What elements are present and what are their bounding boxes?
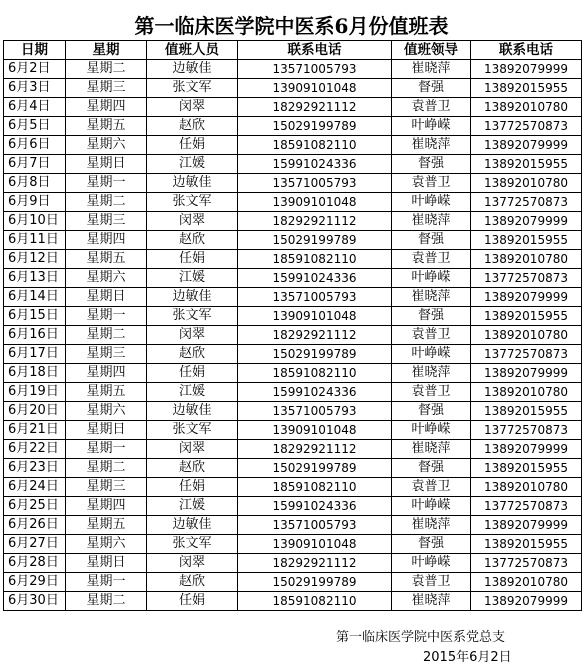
cell-weekday[interactable]: 星期日 (66, 554, 147, 573)
cell-duty-staff[interactable]: 闵翠 (147, 554, 238, 573)
cell-duty-leader[interactable]: 袁普卫 (392, 98, 471, 117)
cell-duty-staff[interactable]: 闵翠 (147, 440, 238, 459)
table-row (4, 573, 582, 592)
cell-date[interactable]: 6月13日 (4, 269, 66, 288)
cell-weekday[interactable]: 星期五 (66, 383, 147, 402)
cell-duty-leader[interactable]: 袁普卫 (392, 383, 471, 402)
cell-date[interactable]: 6月2日 (4, 60, 66, 79)
cell-leader-phone[interactable]: 13892015955 (471, 402, 582, 421)
cell-duty-staff[interactable]: 张文军 (147, 535, 238, 554)
cell-duty-leader[interactable]: 崔晓萍 (392, 364, 471, 383)
table-row (4, 554, 582, 573)
cell-weekday[interactable]: 星期日 (66, 155, 147, 174)
table-row (4, 592, 582, 611)
table-row (4, 440, 582, 459)
cell-duty-staff[interactable]: 任娟 (147, 364, 238, 383)
cell-duty-staff[interactable]: 边敏佳 (147, 288, 238, 307)
cell-date[interactable]: 6月20日 (4, 402, 66, 421)
cell-leader-phone[interactable]: 13892010780 (471, 573, 582, 592)
cell-duty-leader[interactable]: 崔晓萍 (392, 212, 471, 231)
cell-duty-leader[interactable]: 崔晓萍 (392, 440, 471, 459)
cell-weekday[interactable]: 星期二 (66, 592, 147, 611)
table-row (4, 288, 582, 307)
cell-weekday[interactable]: 星期五 (66, 250, 147, 269)
cell-duty-staff[interactable]: 赵欣 (147, 573, 238, 592)
cell-duty-leader[interactable]: 袁普卫 (392, 326, 471, 345)
cell-leader-phone[interactable]: 13892079999 (471, 60, 582, 79)
cell-date[interactable]: 6月10日 (4, 212, 66, 231)
cell-staff-phone[interactable]: 13909101048 (238, 421, 392, 440)
cell-weekday[interactable]: 星期三 (66, 478, 147, 497)
cell-weekday[interactable]: 星期二 (66, 326, 147, 345)
cell-weekday[interactable]: 星期三 (66, 212, 147, 231)
cell-duty-leader[interactable]: 崔晓萍 (392, 288, 471, 307)
table-row (4, 497, 582, 516)
cell-date[interactable]: 6月14日 (4, 288, 66, 307)
cell-duty-leader[interactable]: 叶峥嵘 (392, 117, 471, 136)
cell-duty-staff[interactable]: 张文军 (147, 79, 238, 98)
table-row (4, 345, 582, 364)
cell-staff-phone[interactable]: 18292921112 (238, 440, 392, 459)
cell-duty-staff[interactable]: 赵欣 (147, 117, 238, 136)
cell-leader-phone[interactable]: 13772570873 (471, 193, 582, 212)
cell-staff-phone[interactable]: 13571005793 (238, 174, 392, 193)
cell-leader-phone[interactable]: 13892079999 (471, 212, 582, 231)
cell-duty-leader[interactable]: 叶峥嵘 (392, 554, 471, 573)
cell-staff-phone[interactable]: 18591082110 (238, 592, 392, 611)
cell-staff-phone[interactable]: 18292921112 (238, 554, 392, 573)
cell-staff-phone[interactable]: 13909101048 (238, 79, 392, 98)
cell-staff-phone[interactable]: 18591082110 (238, 478, 392, 497)
cell-leader-phone[interactable]: 13772570873 (471, 554, 582, 573)
cell-date[interactable]: 6月7日 (4, 155, 66, 174)
table-row (4, 79, 582, 98)
cell-date[interactable]: 6月5日 (4, 117, 66, 136)
table-row (4, 326, 582, 345)
cell-weekday[interactable]: 星期六 (66, 136, 147, 155)
table-row (4, 364, 582, 383)
cell-weekday[interactable]: 星期日 (66, 421, 147, 440)
cell-staff-phone[interactable]: 15029199789 (238, 345, 392, 364)
cell-staff-phone[interactable]: 15991024336 (238, 269, 392, 288)
table-row (4, 60, 582, 79)
cell-duty-leader[interactable]: 叶峥嵘 (392, 193, 471, 212)
cell-weekday[interactable]: 星期一 (66, 573, 147, 592)
cell-weekday[interactable]: 星期六 (66, 535, 147, 554)
table-row (4, 459, 582, 478)
cell-weekday[interactable]: 星期五 (66, 117, 147, 136)
cell-duty-leader[interactable]: 袁普卫 (392, 478, 471, 497)
cell-staff-phone[interactable]: 15991024336 (238, 155, 392, 174)
cell-date[interactable]: 6月24日 (4, 478, 66, 497)
cell-date[interactable]: 6月3日 (4, 79, 66, 98)
cell-weekday[interactable]: 星期二 (66, 459, 147, 478)
table-row (4, 136, 582, 155)
table-row (4, 117, 582, 136)
cell-leader-phone[interactable]: 13892015955 (471, 459, 582, 478)
cell-duty-staff[interactable]: 闵翠 (147, 212, 238, 231)
cell-date[interactable]: 6月8日 (4, 174, 66, 193)
table-row (4, 516, 582, 535)
cell-duty-leader[interactable]: 督强 (392, 155, 471, 174)
cell-date[interactable]: 6月15日 (4, 307, 66, 326)
cell-leader-phone[interactable]: 13892015955 (471, 535, 582, 554)
cell-duty-leader[interactable]: 督强 (392, 307, 471, 326)
cell-leader-phone[interactable]: 13892010780 (471, 174, 582, 193)
header-leader-phone: 联系电话 (471, 41, 582, 60)
cell-weekday[interactable]: 星期三 (66, 345, 147, 364)
cell-duty-leader[interactable]: 崔晓萍 (392, 516, 471, 535)
cell-staff-phone[interactable]: 13571005793 (238, 516, 392, 535)
table-body (4, 60, 582, 611)
cell-duty-leader[interactable]: 叶峥嵘 (392, 269, 471, 288)
cell-staff-phone[interactable]: 13909101048 (238, 193, 392, 212)
cell-leader-phone[interactable]: 13892010780 (471, 478, 582, 497)
table-row (4, 250, 582, 269)
cell-leader-phone[interactable]: 13892079999 (471, 288, 582, 307)
cell-duty-staff[interactable]: 江媛 (147, 383, 238, 402)
cell-leader-phone[interactable]: 13892010780 (471, 383, 582, 402)
cell-duty-staff[interactable]: 张文军 (147, 421, 238, 440)
cell-leader-phone[interactable]: 13892079999 (471, 440, 582, 459)
cell-staff-phone[interactable]: 15991024336 (238, 497, 392, 516)
cell-leader-phone[interactable]: 13892015955 (471, 231, 582, 250)
cell-duty-leader[interactable]: 督强 (392, 79, 471, 98)
cell-duty-leader[interactable]: 督强 (392, 402, 471, 421)
table-row (4, 193, 582, 212)
cell-duty-leader[interactable]: 督强 (392, 535, 471, 554)
table-header-row (4, 41, 582, 60)
cell-leader-phone[interactable]: 13892015955 (471, 155, 582, 174)
cell-duty-leader[interactable]: 督强 (392, 231, 471, 250)
table-row (4, 269, 582, 288)
cell-duty-staff[interactable]: 边敏佳 (147, 174, 238, 193)
cell-weekday[interactable]: 星期一 (66, 440, 147, 459)
cell-date[interactable]: 6月17日 (4, 345, 66, 364)
cell-duty-leader[interactable]: 袁普卫 (392, 573, 471, 592)
cell-duty-staff[interactable]: 江媛 (147, 155, 238, 174)
cell-staff-phone[interactable]: 13571005793 (238, 288, 392, 307)
table-row (4, 212, 582, 231)
cell-weekday[interactable]: 星期四 (66, 497, 147, 516)
cell-duty-leader[interactable]: 叶峥嵘 (392, 345, 471, 364)
cell-duty-staff[interactable]: 任娟 (147, 478, 238, 497)
cell-weekday[interactable]: 星期二 (66, 60, 147, 79)
cell-date[interactable]: 6月25日 (4, 497, 66, 516)
cell-leader-phone[interactable]: 13892079999 (471, 364, 582, 383)
cell-date[interactable]: 6月12日 (4, 250, 66, 269)
cell-staff-phone[interactable]: 13571005793 (238, 402, 392, 421)
cell-weekday[interactable]: 星期四 (66, 98, 147, 117)
cell-staff-phone[interactable]: 15991024336 (238, 383, 392, 402)
cell-date[interactable]: 6月4日 (4, 98, 66, 117)
cell-duty-staff[interactable]: 任娟 (147, 136, 238, 155)
cell-staff-phone[interactable]: 18292921112 (238, 212, 392, 231)
cell-weekday[interactable]: 星期六 (66, 269, 147, 288)
cell-duty-leader[interactable]: 袁普卫 (392, 250, 471, 269)
table-row (4, 402, 582, 421)
cell-staff-phone[interactable]: 13909101048 (238, 535, 392, 554)
cell-date[interactable]: 6月16日 (4, 326, 66, 345)
cell-leader-phone[interactable]: 13892010780 (471, 250, 582, 269)
cell-date[interactable]: 6月19日 (4, 383, 66, 402)
cell-leader-phone[interactable]: 13892079999 (471, 136, 582, 155)
cell-date[interactable]: 6月11日 (4, 231, 66, 250)
header-duty-leader: 值班领导 (392, 41, 471, 60)
cell-staff-phone[interactable]: 15029199789 (238, 573, 392, 592)
header-staff-phone: 联系电话 (238, 41, 392, 60)
cell-staff-phone[interactable]: 13571005793 (238, 60, 392, 79)
cell-duty-leader[interactable]: 崔晓萍 (392, 136, 471, 155)
cell-duty-staff[interactable]: 赵欣 (147, 459, 238, 478)
cell-leader-phone[interactable]: 13892010780 (471, 326, 582, 345)
cell-duty-staff[interactable]: 江媛 (147, 497, 238, 516)
cell-date[interactable]: 6月28日 (4, 554, 66, 573)
cell-duty-staff[interactable]: 闵翠 (147, 98, 238, 117)
duty-roster-table (3, 40, 582, 611)
cell-duty-leader[interactable]: 叶峥嵘 (392, 421, 471, 440)
cell-staff-phone[interactable]: 18292921112 (238, 98, 392, 117)
cell-duty-leader[interactable]: 叶峥嵘 (392, 497, 471, 516)
table-row (4, 98, 582, 117)
cell-staff-phone[interactable]: 15029199789 (238, 459, 392, 478)
table-row (4, 174, 582, 193)
table-row (4, 307, 582, 326)
cell-date[interactable]: 6月23日 (4, 459, 66, 478)
cell-leader-phone[interactable]: 13892079999 (471, 516, 582, 535)
cell-weekday[interactable]: 星期三 (66, 79, 147, 98)
cell-leader-phone[interactable]: 13772570873 (471, 117, 582, 136)
cell-weekday[interactable]: 星期一 (66, 307, 147, 326)
cell-weekday[interactable]: 星期一 (66, 174, 147, 193)
cell-weekday[interactable]: 星期四 (66, 364, 147, 383)
cell-date[interactable]: 6月22日 (4, 440, 66, 459)
cell-leader-phone[interactable]: 13892010780 (471, 98, 582, 117)
cell-duty-staff[interactable]: 张文军 (147, 307, 238, 326)
cell-staff-phone[interactable]: 18591082110 (238, 250, 392, 269)
table-row (4, 383, 582, 402)
header-weekday: 星期 (66, 41, 147, 60)
cell-weekday[interactable]: 星期二 (66, 193, 147, 212)
cell-date[interactable]: 6月18日 (4, 364, 66, 383)
cell-leader-phone[interactable]: 13772570873 (471, 421, 582, 440)
cell-date[interactable]: 6月6日 (4, 136, 66, 155)
cell-leader-phone[interactable]: 13892015955 (471, 79, 582, 98)
cell-duty-staff[interactable]: 张文军 (147, 193, 238, 212)
cell-duty-staff[interactable]: 闵翠 (147, 326, 238, 345)
cell-staff-phone[interactable]: 18591082110 (238, 364, 392, 383)
cell-staff-phone[interactable]: 15029199789 (238, 231, 392, 250)
cell-date[interactable]: 6月21日 (4, 421, 66, 440)
cell-leader-phone[interactable]: 13892079999 (471, 592, 582, 611)
cell-duty-staff[interactable]: 边敏佳 (147, 60, 238, 79)
table-row (4, 478, 582, 497)
cell-weekday[interactable]: 星期四 (66, 231, 147, 250)
cell-date[interactable]: 6月27日 (4, 535, 66, 554)
cell-date[interactable]: 6月29日 (4, 573, 66, 592)
cell-staff-phone[interactable]: 13909101048 (238, 307, 392, 326)
cell-duty-staff[interactable]: 任娟 (147, 592, 238, 611)
cell-staff-phone[interactable]: 18292921112 (238, 326, 392, 345)
cell-weekday[interactable]: 星期六 (66, 402, 147, 421)
cell-duty-leader[interactable]: 崔晓萍 (392, 592, 471, 611)
cell-date[interactable]: 6月30日 (4, 592, 66, 611)
table-row (4, 421, 582, 440)
header-date: 日期 (4, 41, 66, 60)
cell-weekday[interactable]: 星期日 (66, 288, 147, 307)
cell-leader-phone[interactable]: 13892015955 (471, 307, 582, 326)
cell-duty-staff[interactable]: 江媛 (147, 269, 238, 288)
footer-organization: 第一临床医学院中医系党总支 (336, 630, 506, 645)
cell-staff-phone[interactable]: 18591082110 (238, 136, 392, 155)
cell-duty-leader[interactable]: 督强 (392, 459, 471, 478)
cell-duty-staff[interactable]: 任娟 (147, 250, 238, 269)
cell-duty-staff[interactable]: 赵欣 (147, 231, 238, 250)
cell-date[interactable]: 6月9日 (4, 193, 66, 212)
cell-staff-phone[interactable]: 15029199789 (238, 117, 392, 136)
cell-duty-staff[interactable]: 边敏佳 (147, 516, 238, 535)
cell-duty-leader[interactable]: 崔晓萍 (392, 60, 471, 79)
table-row (4, 535, 582, 554)
cell-duty-leader[interactable]: 袁普卫 (392, 174, 471, 193)
cell-leader-phone[interactable]: 13772570873 (471, 345, 582, 364)
page-title: 第一临床医学院中医系6月份值班表 (134, 14, 449, 38)
cell-leader-phone[interactable]: 13772570873 (471, 269, 582, 288)
footer-date: 2015年6月2日 (423, 650, 512, 665)
table-row (4, 155, 582, 174)
cell-date[interactable]: 6月26日 (4, 516, 66, 535)
cell-leader-phone[interactable]: 13772570873 (471, 497, 582, 516)
cell-duty-staff[interactable]: 赵欣 (147, 345, 238, 364)
table-row (4, 231, 582, 250)
header-duty-staff: 值班人员 (147, 41, 238, 60)
cell-duty-staff[interactable]: 边敏佳 (147, 402, 238, 421)
cell-weekday[interactable]: 星期五 (66, 516, 147, 535)
